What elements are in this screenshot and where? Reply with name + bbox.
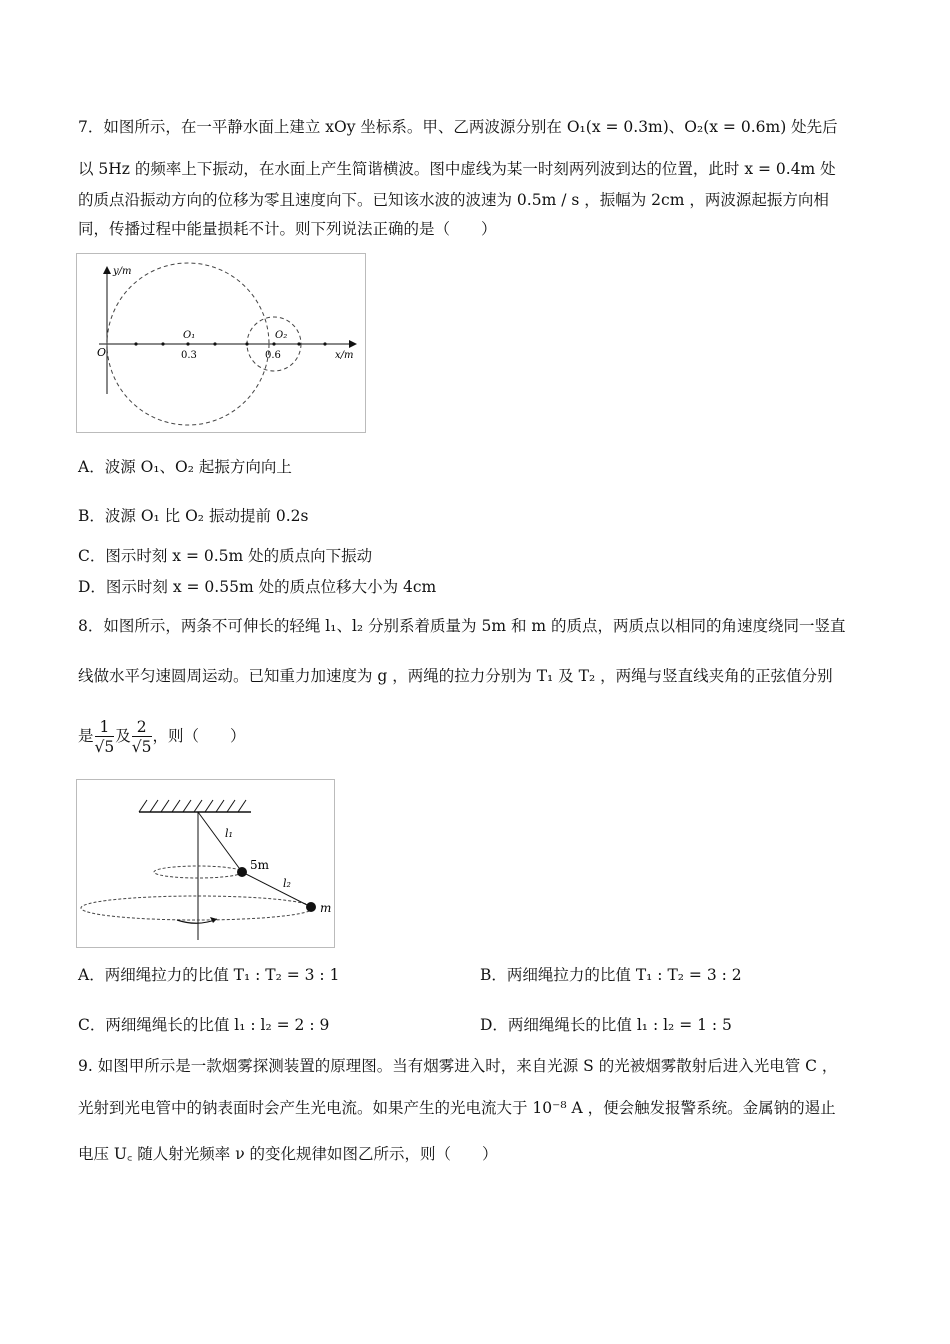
q7-option-a: A．波源 O₁、O₂ 起振方向向上 — [78, 458, 292, 476]
y-axis-label: y/m — [113, 266, 132, 277]
q7-line-3: 的质点沿振动方向的位移为零且速度向下。已知该水波的波速为 0.5m / s ，振幅为 2cm ，两波源起振方向相 — [78, 191, 829, 209]
q8-option-c: C．两细绳绳长的比值 l₁ : l₂ = 2 : 9 — [78, 1016, 330, 1034]
ceiling-hatch — [139, 800, 246, 812]
origin-label: O — [97, 346, 107, 359]
string-l2 — [242, 872, 311, 907]
q9-line-3: 电压 U꜀ 随人射光频率 ν 的变化规律如图乙所示，则（ ） — [78, 1145, 498, 1163]
o1-label: O₁ — [183, 330, 196, 341]
l2-label: l₂ — [283, 877, 291, 890]
q9-line-2: 光射到光电管中的钠表面时会产生光电流。如果产生的光电流大于 10⁻⁸ A ，便会触发报警系统。金属钠的遏止 — [78, 1099, 836, 1117]
q7-option-d: D．图示时刻 x = 0.55m 处的质点位移大小为 4cm — [78, 578, 437, 596]
q8-line-3-mid: 及 — [115, 727, 131, 745]
q8-option-b: B．两细绳拉力的比值 T₁ : T₂ = 3 : 2 — [480, 966, 742, 984]
q8-option-a: A．两细绳拉力的比值 T₁ : T₂ = 3 : 1 — [78, 966, 340, 984]
q7-line-2: 以 5Hz 的频率上下振动，在水面上产生简谐横波。图中虚线为某一时刻两列波到达的位置，此时 x = 0.4m 处 — [78, 160, 836, 178]
fraction-2-over-root5: $\frac{2}{√5}$ — [131, 717, 152, 756]
string-l1 — [198, 812, 242, 872]
q8-line-3 — [78, 714, 878, 758]
arrow-head-icon — [210, 917, 217, 923]
o2-label: O₂ — [275, 330, 288, 341]
q7-wave-svg — [77, 254, 365, 432]
mass-5m — [237, 867, 247, 877]
q8-line-1: 8．如图所示，两条不可伸长的轻绳 l₁、l₂ 分别系着质量为 5m 和 m 的质点，两质点以相同的角速度绕同一竖直 — [78, 617, 846, 635]
mass-m — [306, 902, 316, 912]
orbit-lower — [81, 896, 313, 920]
mass-5m-label: 5m — [250, 858, 270, 872]
tick-0.6: 0.6 — [265, 350, 281, 361]
tick-0.3: 0.3 — [181, 350, 197, 361]
q7-line-1: 7．如图所示，在一平静水面上建立 xOy 坐标系。甲、乙两波源分别在 O₁(x = 0.3m)、O₂(x = 0.6m) 处先后 — [78, 118, 838, 136]
q8-option-d: D．两细绳绳长的比值 l₁ : l₂ = 1 : 5 — [480, 1016, 732, 1034]
q7-wave-figure — [76, 253, 366, 433]
q9-line-1: 9. 如图甲所示是一款烟雾探测装置的原理图。当有烟雾进入时，来自光源 S 的光被烟雾散射后进入光电管 C ， — [78, 1057, 838, 1075]
q8-line-2: 线做水平匀速圆周运动。已知重力加速度为 g ，两绳的拉力分别为 T₁ 及 T₂ ，两绳与竖直线夹角的正弦值分别 — [78, 667, 833, 685]
q7-option-c: C．图示时刻 x = 0.5m 处的质点向下振动 — [78, 547, 373, 565]
q7-option-b: B．波源 O₁ 比 O₂ 振动提前 0.2s — [78, 507, 309, 525]
mass-m-label: m — [320, 901, 332, 915]
fraction-1-over-root5: $\frac{1}{√5}$ — [94, 717, 115, 756]
q8-pendulum-figure — [76, 779, 335, 948]
q8-pendulum-svg — [77, 780, 334, 947]
q8-line-3-suffix: ，则（ ） — [152, 727, 246, 745]
q7-line-4: 同，传播过程中能量损耗不计。则下列说法正确的是（ ） — [78, 220, 497, 238]
l1-label: l₁ — [225, 827, 233, 840]
q8-line-3-prefix: 是 — [78, 727, 94, 745]
x-axis-label: x/m — [335, 350, 354, 361]
